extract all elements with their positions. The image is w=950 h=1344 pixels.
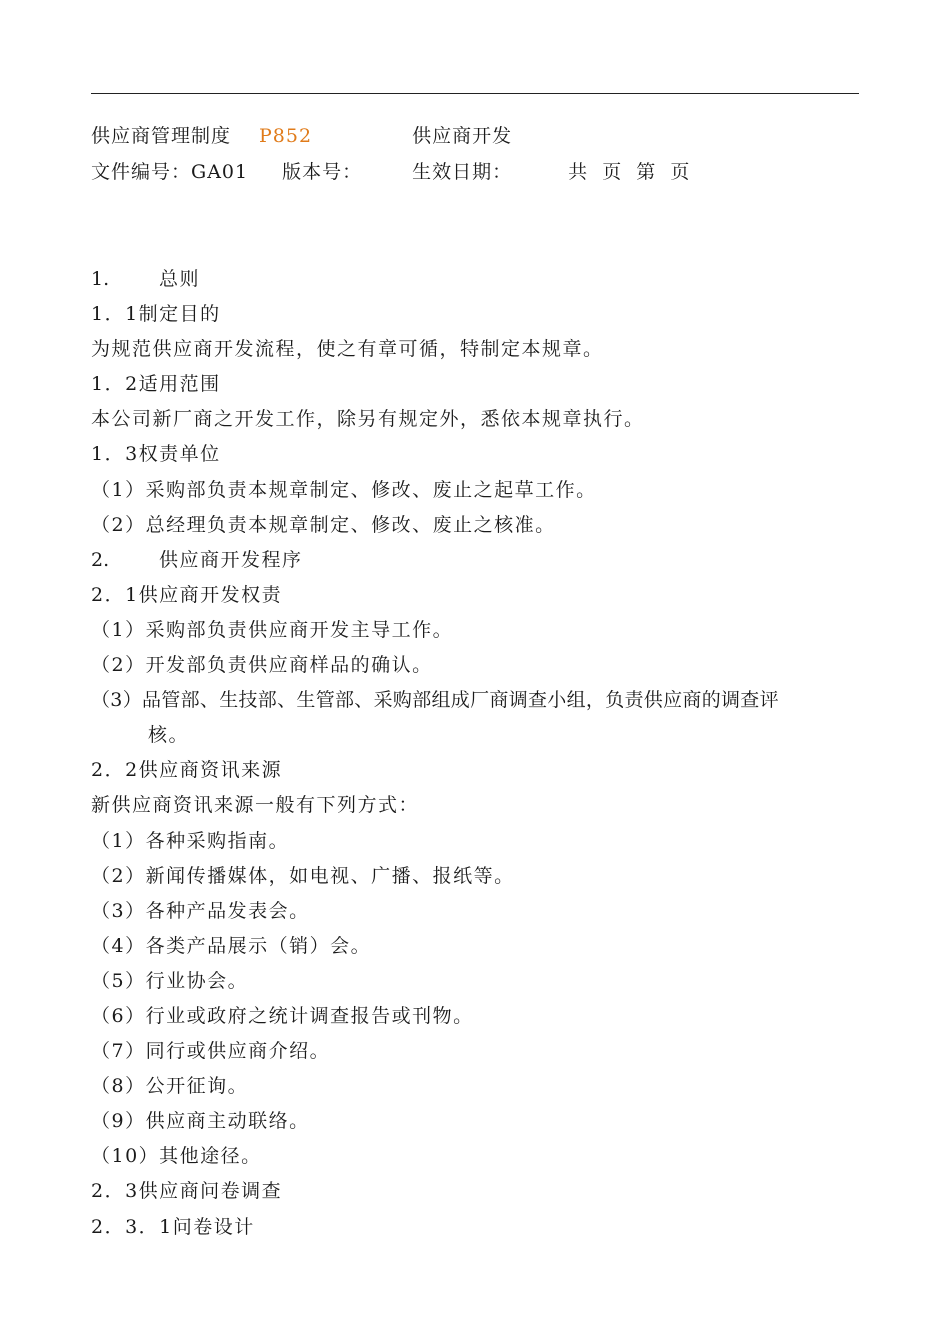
list-item: （5）行业协会。 <box>91 969 249 992</box>
section-heading: 2. 供应商开发程序 <box>91 548 303 571</box>
list-item: （6）行业或政府之统计调查报告或刊物。 <box>91 1004 474 1027</box>
list-item: （3）品管部、生技部、生管部、采购部组成厂商调查小组，负责供应商的调查评 <box>91 689 779 712</box>
list-item: （1）采购部负责本规章制定、修改、废止之起草工作。 <box>91 478 597 501</box>
paragraph: 为规范供应商开发流程，使之有章可循，特制定本规章。 <box>91 338 604 361</box>
list-item: （9）供应商主动联络。 <box>91 1110 310 1133</box>
subsection-heading: 2．3．1问卷设计 <box>91 1215 255 1238</box>
subsection-heading: 1．3权责单位 <box>91 443 221 466</box>
subsection-heading: 1．1制定目的 <box>91 303 221 326</box>
list-item: （1）各种采购指南。 <box>91 829 290 852</box>
list-item: （3）各种产品发表会。 <box>91 899 310 922</box>
effective-date-label: 生效日期： <box>412 161 513 183</box>
list-item: （10）其他途径。 <box>91 1145 262 1168</box>
page-count-label: 共 页 第 页 <box>568 161 691 183</box>
list-item: （2）新闻传播媒体，如电视、广播、报纸等。 <box>91 864 515 887</box>
doc-no-label: 文件编号： <box>91 161 192 183</box>
doc-code: P852 <box>259 125 313 147</box>
paragraph: 新供应商资讯来源一般有下列方式： <box>91 794 420 817</box>
version-label: 版本号： <box>282 161 363 183</box>
list-item: （8）公开征询。 <box>91 1075 249 1098</box>
subsection-heading: 2．2供应商资讯来源 <box>91 759 283 782</box>
list-item: （2）总经理负责本规章制定、修改、废止之核准。 <box>91 513 556 536</box>
list-item: （1）采购部负责供应商开发主导工作。 <box>91 618 454 641</box>
document-body <box>91 262 861 1245</box>
doc-title: 供应商管理制度 <box>91 125 232 147</box>
list-item: （2）开发部负责供应商样品的确认。 <box>91 654 433 677</box>
header-row-2 <box>91 159 690 185</box>
paragraph: 本公司新厂商之开发工作，除另有规定外，悉依本规章执行。 <box>91 408 645 431</box>
list-item: （4）各类产品展示（销）会。 <box>91 934 372 957</box>
subsection-heading: 1．2适用范围 <box>91 373 221 396</box>
subsection-heading: 2．1供应商开发权责 <box>91 583 283 606</box>
list-item: （7）同行或供应商介绍。 <box>91 1040 331 1063</box>
subsection-heading: 2．3供应商问卷调查 <box>91 1180 283 1203</box>
header-rule <box>91 93 859 94</box>
doc-subject: 供应商开发 <box>412 125 513 147</box>
list-item-continuation: 核。 <box>148 724 190 747</box>
doc-no: GA01 <box>191 161 249 183</box>
header-row-1 <box>91 123 512 149</box>
section-heading: 1. 总则 <box>91 268 201 290</box>
